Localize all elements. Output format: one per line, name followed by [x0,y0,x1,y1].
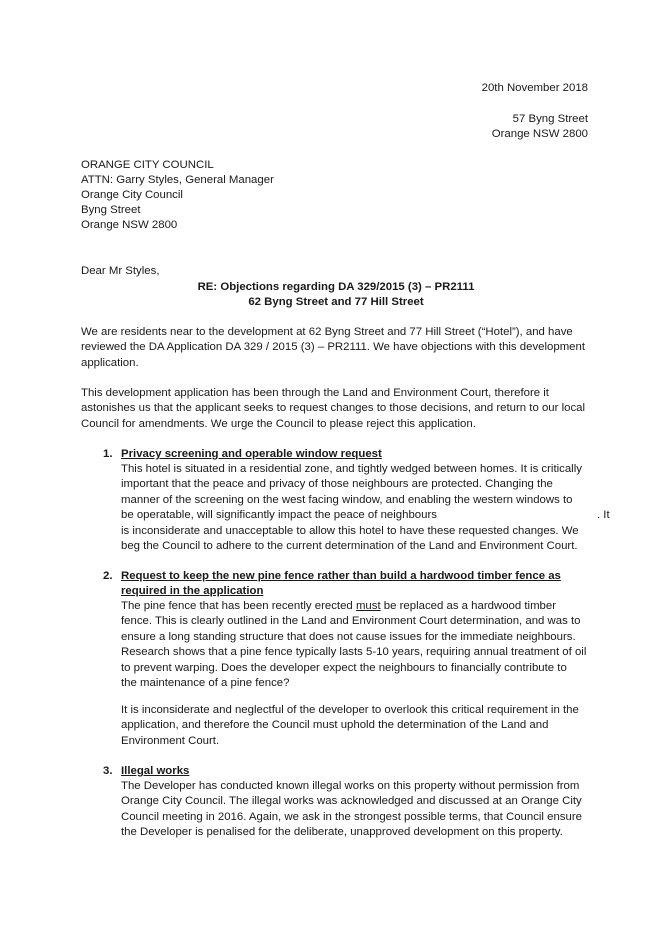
body-line: This hotel is situated in a residential zone, and tightly wedged between homes. It is critically [121,463,582,475]
body-line: the maintenance of a pine fence? [121,677,290,690]
body-line: The Developer has conducted known illegal works on this property without permission from [121,780,580,792]
paragraph-line: astonishes us that the applicant seeks to request changes to those decisions, and return to our local [81,402,586,415]
body-line-emphasis [121,599,591,614]
recipient-line: Orange City Council [81,189,183,201]
body-line: beg the Council to adhere to the current determination of the Land and Environment Court. [121,540,578,553]
recipient-line: ORANGE CITY COUNCIL [81,159,214,171]
body-line: ensure a long standing structure that does not cause issues for the immediate neighbours. [121,630,576,643]
recipient-line: ATTN: Garry Styles, General Manager [81,174,274,186]
paragraph-line: Council for amendments. We urge the Council to please reject this application. [81,417,476,430]
item-body [121,599,591,691]
item-heading: required in the application [121,585,264,597]
body-text: be replaced as a hardwood timber [383,600,557,612]
item-heading: Request to keep the new pine fence rather than build a hardwood timber fence as [121,570,561,582]
item-body [121,462,610,554]
subject-line: RE: Objections regarding DA 329/2015 (3) – PR2111 [197,281,475,293]
body-line: Research shows that a pine fence typically lasts 5-10 years, requiring annual treatment of oil [121,646,587,659]
body-line: to prevent warping. Does the developer expect the neighbours to financially contribute to [121,661,567,674]
item-body [121,779,591,841]
letter-date: 20th November 2018 [481,82,588,94]
subject-line: 62 Byng Street and 77 Hill Street [248,296,424,308]
item-heading: Privacy screening and operable window request [121,448,382,460]
body-line: is inconsiderate and unacceptable to allow this hotel to have these requested changes. We [121,524,579,537]
context-paragraph [81,386,591,432]
paragraph-line: application. [81,356,139,369]
item-heading: Illegal works [121,765,190,777]
body-text: . It [596,509,610,522]
paragraph-line: This development application has been through the Land and Environment Court, therefore it [81,387,549,399]
intro-paragraph [81,325,591,371]
sender-address-line: Orange NSW 2800 [491,128,588,140]
body-line: Environment Court. [121,734,220,747]
body-line: It is inconsiderate and neglectful of the developer to overlook this critical requirement in the [121,704,579,716]
list-number: 3. [103,765,113,777]
paragraph-line: reviewed the DA Application DA 329 / 2015 (3) – PR2111. We have objections with this development [81,341,586,354]
body-line: manner of the screening on the west facing window, and enabling the western windows to [121,493,573,506]
body-line: fence. This is clearly outlined in the Land and Environment Court determination, and was to [121,615,581,628]
body-line-redacted [121,508,610,523]
list-number: 2. [103,570,113,582]
body-line: important that the peace and privacy of those neighbours are protected. Changing the [121,478,553,491]
emphasis-text: must [355,600,381,612]
body-line: the Developer is penalised for the deliberate, unapproved development on this property. [121,826,563,839]
body-line: application, and therefore the Council must uphold the determination of the Land and [121,719,549,732]
body-text: The pine fence that has been recently erected [121,600,353,612]
body-line: Orange City Council. The illegal works was acknowledged and discussed at an Orange City [121,795,582,808]
list-number: 1. [103,448,113,460]
paragraph-line: We are residents near to the development at 62 Byng Street and 77 Hill Street (“Hotel”), and have [81,326,573,338]
recipient-line: Orange NSW 2800 [81,219,178,231]
sender-address-line: 57 Byng Street [512,113,588,125]
item-body-continued [121,703,591,749]
recipient-line: Byng Street [81,204,141,216]
salutation: Dear Mr Styles, [81,265,160,277]
body-line: Council meeting in 2016. Again, we ask in the strongest possible terms, that Council ensure [121,810,582,823]
body-text: be operatable, will significantly impact the peace of neighbours [121,509,437,522]
